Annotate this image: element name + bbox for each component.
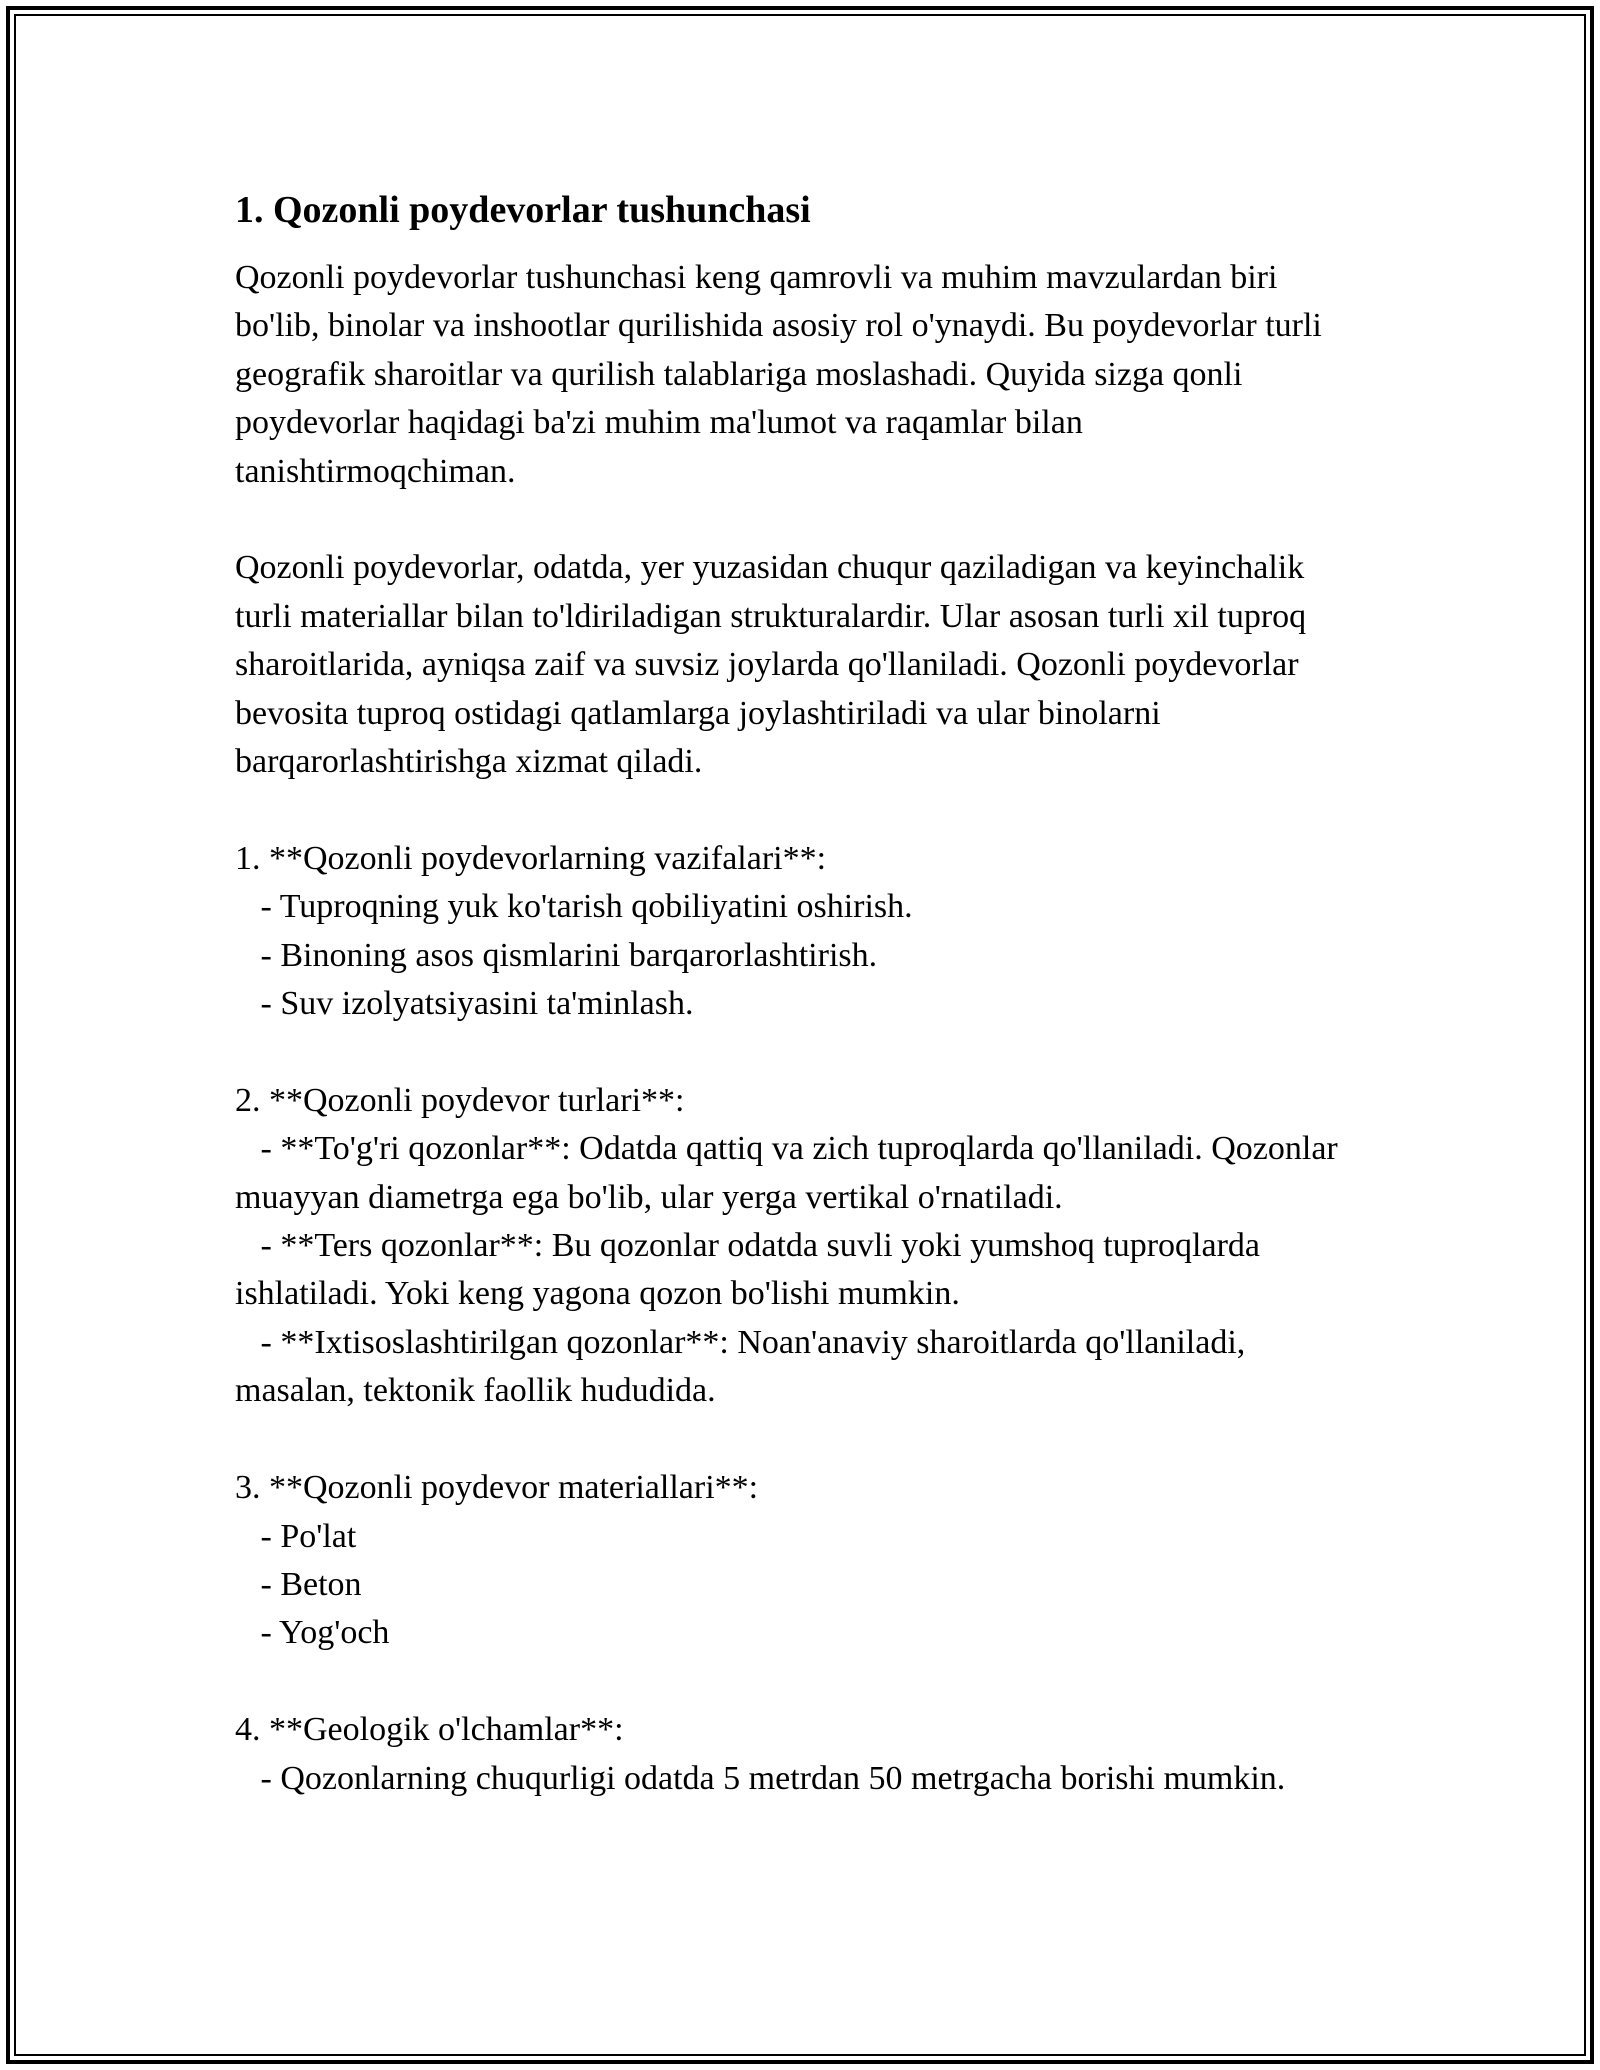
list-item: - **Ters qozonlar**: Bu qozonlar odatda suvli yoki yumshoq tuproqlarda ishlatiladi. Yoki keng yagona qozon bo'lishi mumkin. xyxy=(235,1227,1269,1313)
list-item: - **Ixtisoslashtirilgan qozonlar**: Noan'anaviy sharoitlarda qo'llaniladi, masalan, tektonik faollik hududida. xyxy=(235,1323,1254,1410)
section-title: 1. **Qozonli poydevorlarning vazifalari**: xyxy=(235,839,827,877)
list-item: - **To'g'ri qozonlar**: Odatda qattiq va zich tuproqlarda qo'llaniladi. Qozonlar muayyan diametrga ega bo'lib, ular yerga vertikal o'rnatiladi. xyxy=(235,1130,1347,1216)
list-item: - Beton xyxy=(235,1565,362,1603)
list-item: - Po'lat xyxy=(235,1517,357,1555)
section-types xyxy=(235,1077,1365,1416)
intro-paragraph: Qozonli poydevorlar tushunchasi keng qamrovli va muhim mavzulardan biri bo'lib, binolar va inshootlar qurilishida asosiy rol o'ynaydi. Bu poydevorlar turli geografik sharoitlar va qurilish talablariga moslashadi. Quyida sizga qonli poydevorlar haqidagi ba'zi muhim ma'lumot va raqamlar bilan tanishtirmoqchiman. xyxy=(235,259,1331,490)
section-functions xyxy=(235,835,1365,1029)
definition-paragraph: Qozonli poydevorlar, odatda, yer yuzasidan chuqur qaziladigan va keyinchalik turli materiallar bilan to'ldiriladigan strukturalardir. Ular asosan turli xil tuproq sharoitlarida, ayniqsa zaif va suvsiz joylarda qo'llaniladi. Qozonli poydevorlar bevosita tuproq ostidagi qatlamlarga joylashtiriladi va ular binolarni barqarorlashtirishga xizmat qiladi. xyxy=(235,549,1315,781)
paragraph-gap xyxy=(235,496,1365,544)
document-body xyxy=(235,186,1365,1803)
list-item: - Qozonlarning chuqurligi odatda 5 metrdan 50 metrgacha borishi mumkin. xyxy=(235,1759,1286,1797)
section-materials xyxy=(235,1464,1365,1658)
list-item: - Binoning asos qismlarini barqarorlashtirish. xyxy=(235,936,878,974)
section-geology xyxy=(235,1706,1365,1803)
list-item: - Suv izolyatsiyasini ta'minlash. xyxy=(235,985,694,1023)
section-title: 4. **Geologik o'lchamlar**: xyxy=(235,1711,624,1749)
list-item: - Tuproqning yuk ko'tarish qobiliyatini oshirish. xyxy=(235,888,913,926)
list-item: - Yog'och xyxy=(235,1614,390,1652)
section-title: 2. **Qozonli poydevor turlari**: xyxy=(235,1081,685,1119)
document-heading: 1. Qozonli poydevorlar tushunchasi xyxy=(235,189,811,231)
section-title: 3. **Qozonli poydevor materiallari**: xyxy=(235,1469,759,1507)
